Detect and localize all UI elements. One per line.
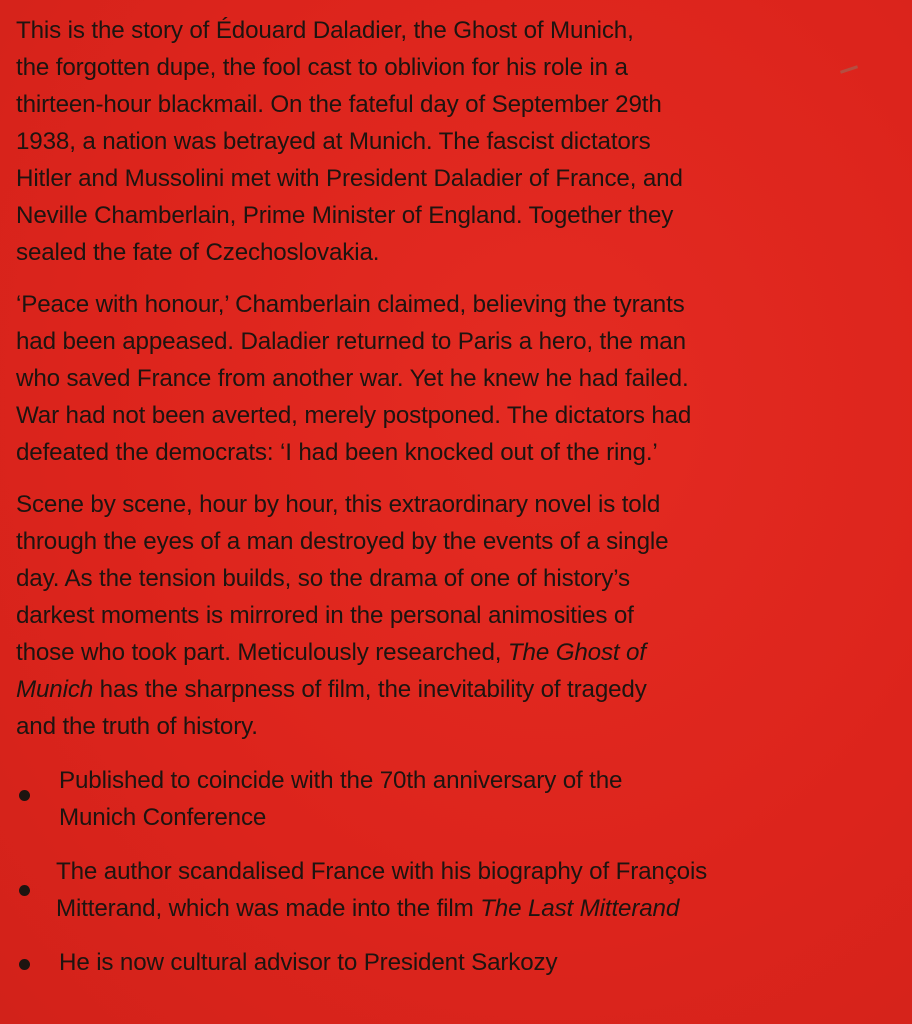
bullet-item <box>16 944 896 981</box>
book-title: The Ghost of <box>507 639 646 666</box>
bullet-list <box>16 762 896 981</box>
bullet-dot-icon <box>19 885 30 896</box>
paragraph-story <box>16 12 896 271</box>
paragraph-peace <box>16 286 896 471</box>
text-line <box>16 671 896 708</box>
text-line: Hitler and Mussolini met with President Daladier of France, and <box>16 165 683 192</box>
text-line: Published to coincide with the 70th anniversary of the <box>59 767 623 794</box>
text-line: This is the story of Édouard Daladier, the Ghost of Munich, <box>16 17 634 44</box>
film-title: The Last Mitterand <box>480 895 680 922</box>
text-line: War had not been averted, merely postponed. The dictators had <box>16 402 692 429</box>
text-line: The author scandalised France with his biography of François <box>56 858 708 885</box>
bullet-dot-icon <box>19 790 30 801</box>
back-cover-blurb <box>16 12 896 981</box>
text-line: through the eyes of a man destroyed by the events of a single <box>16 528 669 555</box>
bullet-dot-icon <box>19 959 30 970</box>
text-line: ‘Peace with honour,’ Chamberlain claimed, believing the tyrants <box>16 291 685 318</box>
text-line: who saved France from another war. Yet he knew he had failed. <box>16 365 689 392</box>
text-line: defeated the democrats: ‘I had been knocked out of the ring.’ <box>16 439 658 466</box>
text-line: thirteen-hour blackmail. On the fateful day of September 29th <box>16 91 662 118</box>
text-line: the forgotten dupe, the fool cast to oblivion for his role in a <box>16 54 628 81</box>
text-segment: has the sharpness of film, the inevitability of tragedy <box>99 676 647 703</box>
text-line: had been appeased. Daladier returned to Paris a hero, the man <box>16 328 686 355</box>
text-line: sealed the fate of Czechoslovakia. <box>16 239 380 266</box>
text-segment: those who took part. Meticulously researched, <box>16 639 508 666</box>
text-line: and the truth of history. <box>16 713 258 740</box>
bullet-item <box>16 762 896 836</box>
paragraph-novel <box>16 486 896 745</box>
text-line: Neville Chamberlain, Prime Minister of England. Together they <box>16 202 674 229</box>
text-line: He is now cultural advisor to President Sarkozy <box>59 949 558 976</box>
text-line: day. As the tension builds, so the drama of one of history’s <box>16 565 630 592</box>
text-line <box>16 634 896 671</box>
text-line <box>56 890 896 927</box>
text-line: Scene by scene, hour by hour, this extraordinary novel is told <box>16 491 661 518</box>
text-line: darkest moments is mirrored in the personal animosities of <box>16 602 634 629</box>
text-segment: Mitterand, which was made into the film <box>56 895 481 922</box>
bullet-item <box>16 853 896 927</box>
text-line: Munich Conference <box>59 804 267 831</box>
text-line: 1938, a nation was betrayed at Munich. The fascist dictators <box>16 128 651 155</box>
book-title: Munich <box>16 676 94 703</box>
